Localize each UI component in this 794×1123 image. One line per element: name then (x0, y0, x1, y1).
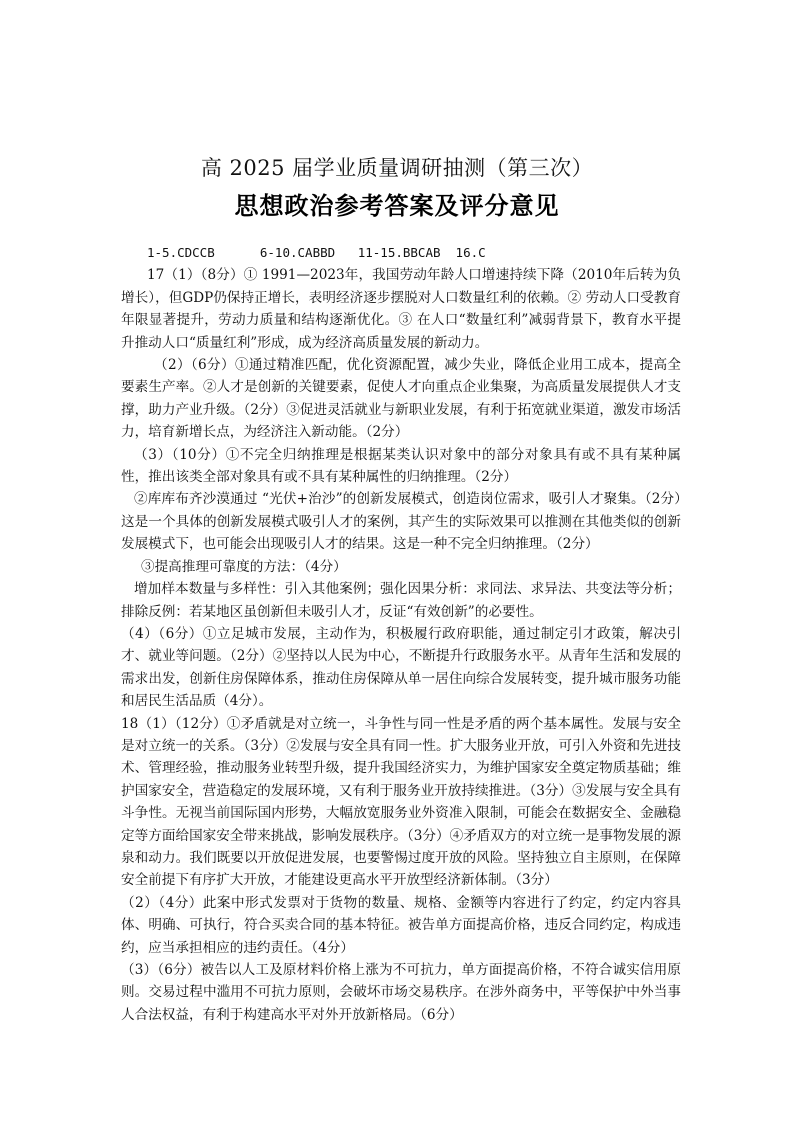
answer-17-3-part3-heading: ③提高推理可靠度的方法：（4分） (141, 558, 347, 575)
answer-17-4: （4）（6分）①立足城市发展，主动作为，积极履行政府职能，通过制定引才政策，解决引才、就业等问题。（2分）②坚持以人民为中心，不断提升行政服务水平。从青年生活和发展的需求出发，创新住房保障体系，推动住房保障从单一居住向综合发展转变，提升城市服务功能和居民生活品质（4分）。 (121, 625, 681, 710)
answer-17-2: （2）（6分）①通过精准匹配，优化资源配置，减少失业，降低企业用工成本，提高全要素生产率。②人才是创新的关键要素，促使人才向重点企业集聚，为高质量发展提供人才支撑，助力产业升级。（2分）③促进灵活就业与新职业发展，有利于拓宽就业渠道，激发市场活力，培育新增长点，为经济注入新动能。（2分） (121, 357, 681, 441)
answer-17-3-part2: ②库库布齐沙漠通过 “光伏+治沙”的创新发展模式，创造岗位需求，吸引人才聚集。（2分）这是一个具体的创新发展模式吸引人才的案例，其产生的实际效果可以推测在其他类似的创新发展模式下，也可能会出现吸引人才的结果。这是一种不完全归纳推理。（2分） (121, 491, 681, 553)
answer-18-2: （2）（4分）此案中形式发票对于货物的数量、规格、金额等内容进行了约定，约定内容具体、明确、可执行，符合买卖合同的基本特征。被告单方面提高价格，违反合同约定，构成违约，应当承担相应的违约责任。（4分） (121, 894, 681, 956)
answer-18-1: 18（1）（12分）①矛盾就是对立统一，斗争性与同一性是矛盾的两个基本属性。发展与安全是对立统一的关系。（3分）②发展与安全具有同一性。扩大服务业开放，可引入外资和先进技术、管理经验，推动服务业转型升级，提升我国经济实力，为维护国家安全奠定物质基础；维护国家安全，营造稳定的发展环境，又有利于服务业开放持续推进。（3分）③发展与安全具有斗争性。无视当前国际国内形势，大幅放宽服务业外资准入限制，可能会在数据安全、金融稳定等方面给国家安全带来挑战，影响发展秩序。（3分）④矛盾双方的对立统一是事物发展的源泉和动力。我们既要以开放促进发展，也要警惕过度开放的风险。坚持独立自主原则，在保障安全前提下有序扩大开放，才能建设更高水平开放型经济新体制。（3分） (121, 715, 681, 889)
answer-17-3-part1: （3）（10分）①不完全归纳推理是根据某类认识对象中的部分对象具有或不具有某种属性，推出该类全部对象具有或不具有某种属性的归纳推理。（2分） (121, 446, 681, 486)
answer-body (121, 242, 681, 1026)
answer-17-3-part3-detail: 增加样本数量与多样性：引入其他案例；强化因果分析：求同法、求异法、共变法等分析；排除反例：若某地区虽创新但未吸引人才，反证“有效创新”的必要性。 (121, 581, 681, 620)
document-subtitle: 思想政治参考答案及评分意见 (234, 192, 560, 220)
answer-18-3: （3）（6分）被告以人工及原材料价格上涨为不可抗力，单方面提高价格，不符合诚实信用原则。交易过程中滥用不可抗力原则，会破坏市场交易秩序。在涉外商务中，平等保护中外当事人合法权益，有利于构建高水平对外开放新格局。（6分） (121, 962, 681, 1023)
answer-17-1: 17（1）（8分）① 1991—2023年，我国劳动年龄人口增速持续下降（2010年后转为负增长），但GDP仍保持正增长，表明经济逐步摆脱对人口数量红利的依赖。② 劳动人口受教育年限显著提升，劳动力质量和结构逐渐优化。③ 在人口“数量红利”减弱背景下，教育水平提升推动人口“质量红利”形成，成为经济高质量发展的新动力。 (121, 267, 681, 351)
exam-title: 高 2025 届学业质量调研抽测（第三次） (200, 156, 594, 180)
multiple-choice-answers: 1-5.CDCCB 6-10.CABBD 11-15.BBCAB 16.C (147, 245, 486, 260)
